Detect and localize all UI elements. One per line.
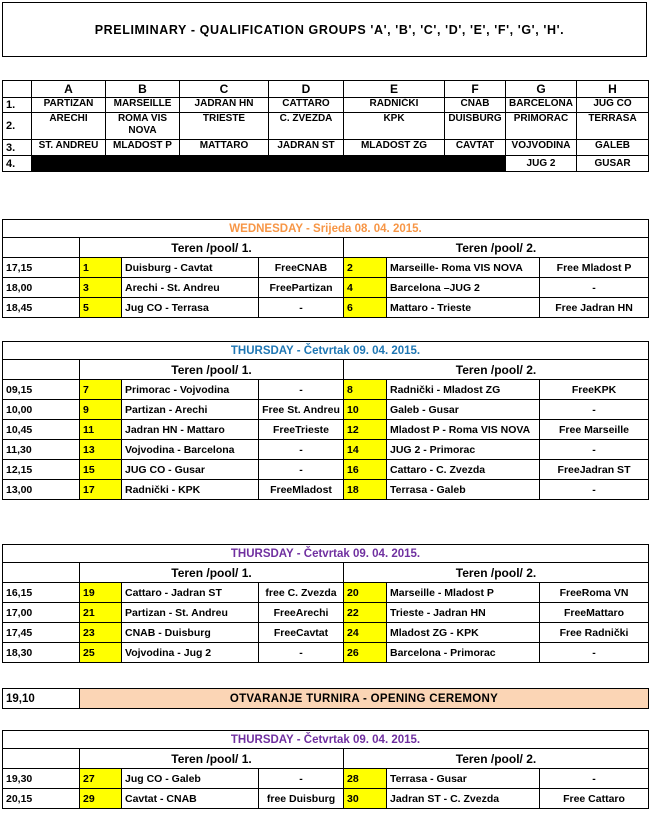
- match-number: 8: [344, 380, 387, 400]
- group-letter: F: [445, 81, 506, 98]
- day-header-row: [3, 545, 649, 563]
- match-teams: Terrasa - Gusar: [387, 769, 540, 789]
- groups-table: [2, 80, 649, 172]
- free-team: FreeKPK: [540, 380, 649, 400]
- free-team: -: [259, 298, 344, 318]
- free-team: -: [259, 380, 344, 400]
- free-team: Free Mladost P: [540, 258, 649, 278]
- free-team: -: [540, 440, 649, 460]
- match-number: 5: [80, 298, 122, 318]
- free-team: FreeCNAB: [259, 258, 344, 278]
- group-letter: D: [269, 81, 344, 98]
- match-teams: Terrasa - Galeb: [387, 480, 540, 500]
- group-team: MARSEILLE: [106, 98, 180, 113]
- ceremony-row: [3, 689, 649, 709]
- group-team: TRIESTE: [180, 113, 269, 140]
- match-teams: Radnički - KPK: [122, 480, 259, 500]
- day-header: [3, 545, 649, 563]
- free-team: free Duisburg: [259, 789, 344, 809]
- free-team: FreeTrieste: [259, 420, 344, 440]
- match-time: 11,30: [3, 440, 80, 460]
- group-letter: G: [506, 81, 577, 98]
- groups-row: [3, 140, 649, 156]
- day-header-row: [3, 220, 649, 238]
- groups-row: [3, 156, 649, 172]
- match-number: 24: [344, 623, 387, 643]
- free-team: -: [259, 769, 344, 789]
- match-number: 1: [80, 258, 122, 278]
- free-team: free C. Zvezda: [259, 583, 344, 603]
- group-team: JADRAN HN: [180, 98, 269, 113]
- match-teams: Galeb - Gusar: [387, 400, 540, 420]
- day-separator: -: [293, 344, 304, 357]
- match-number: 9: [80, 400, 122, 420]
- schedule-table: [2, 341, 649, 500]
- day-header-row: [3, 342, 649, 360]
- match-row: [3, 400, 649, 420]
- groups-row: [3, 113, 649, 140]
- free-team: -: [540, 480, 649, 500]
- group-letter: E: [344, 81, 445, 98]
- free-team: Free Marseille: [540, 420, 649, 440]
- match-row: [3, 643, 649, 663]
- group-team: MLADOST ZG: [344, 140, 445, 156]
- free-team: FreeJadran ST: [540, 460, 649, 480]
- match-row: [3, 769, 649, 789]
- day-date: Četvrtak 09. 04. 2015.: [303, 344, 421, 357]
- match-teams: Cattaro - C. Zvezda: [387, 460, 540, 480]
- day-name: THURSDAY: [230, 344, 294, 357]
- day-date: Srijeda 08. 04. 2015.: [313, 222, 422, 235]
- day-header-row: [3, 731, 649, 749]
- group-team: CNAB: [445, 98, 506, 113]
- pool-2-header: Teren /pool/ 2.: [344, 563, 649, 583]
- match-teams: Arechi - St. Andreu: [122, 278, 259, 298]
- match-teams: Jug CO - Galeb: [122, 769, 259, 789]
- match-teams: Marseille - Mladost P: [387, 583, 540, 603]
- match-row: [3, 258, 649, 278]
- day-separator: -: [302, 222, 314, 235]
- groups-corner: [3, 81, 32, 98]
- free-team: FreePartizan: [259, 278, 344, 298]
- match-teams: Barcelona - Primorac: [387, 643, 540, 663]
- match-number: 13: [80, 440, 122, 460]
- match-number: 22: [344, 603, 387, 623]
- group-team: TERRASA: [577, 113, 649, 140]
- ceremony-time: 19,10: [3, 689, 80, 709]
- day-header: [3, 220, 649, 238]
- match-teams: Marseille- Roma VIS NOVA: [387, 258, 540, 278]
- match-teams: Jadran HN - Mattaro: [122, 420, 259, 440]
- group-team: BARCELONA: [506, 98, 577, 113]
- match-number: 20: [344, 583, 387, 603]
- match-time: 10,00: [3, 400, 80, 420]
- match-time: 19,30: [3, 769, 80, 789]
- match-number: 17: [80, 480, 122, 500]
- match-teams: Partizan - St. Andreu: [122, 603, 259, 623]
- match-row: [3, 420, 649, 440]
- match-number: 2: [344, 258, 387, 278]
- day-name: THURSDAY: [230, 547, 294, 560]
- match-number: 3: [80, 278, 122, 298]
- group-row-number: 4.: [3, 156, 32, 172]
- page-title: PRELIMINARY - QUALIFICATION GROUPS 'A', 'B', 'C', 'D', 'E', 'F', 'G', 'H'.: [2, 2, 647, 57]
- pool-header-row: [3, 749, 649, 769]
- match-row: [3, 380, 649, 400]
- match-teams: Mladost ZG - KPK: [387, 623, 540, 643]
- free-team: -: [540, 400, 649, 420]
- group-row-number: 3.: [3, 140, 32, 156]
- match-row: [3, 583, 649, 603]
- match-number: 11: [80, 420, 122, 440]
- group-team: VOJVODINA: [506, 140, 577, 156]
- group-team: MATTARO: [180, 140, 269, 156]
- pool-header-row: [3, 563, 649, 583]
- group-team: KPK: [344, 113, 445, 140]
- pool-header-row: [3, 360, 649, 380]
- group-team: GUSAR: [577, 156, 649, 172]
- day-separator: -: [293, 733, 304, 746]
- match-number: 30: [344, 789, 387, 809]
- free-team: FreeCavtat: [259, 623, 344, 643]
- ceremony-table: [2, 688, 649, 709]
- free-team: -: [259, 440, 344, 460]
- groups-row: [3, 98, 649, 113]
- match-time: 18,45: [3, 298, 80, 318]
- group-letter: C: [180, 81, 269, 98]
- schedule-table: [2, 544, 649, 663]
- pool-corner: [3, 360, 80, 380]
- day-header: [3, 342, 649, 360]
- free-team: -: [540, 278, 649, 298]
- match-teams: Cavtat - CNAB: [122, 789, 259, 809]
- free-team: Free Jadran HN: [540, 298, 649, 318]
- day-date: Četvrtak 09. 04. 2015.: [303, 733, 421, 746]
- match-number: 21: [80, 603, 122, 623]
- match-number: 27: [80, 769, 122, 789]
- free-team: Free St. Andreu: [259, 400, 344, 420]
- day-date: Četvrtak 09. 04. 2015.: [303, 547, 421, 560]
- group-team: DUISBURG: [445, 113, 506, 140]
- free-team: -: [259, 643, 344, 663]
- match-number: 26: [344, 643, 387, 663]
- match-time: 10,45: [3, 420, 80, 440]
- free-team: FreeMladost: [259, 480, 344, 500]
- free-team: -: [540, 643, 649, 663]
- blacked-out-cell: [32, 156, 506, 172]
- group-letter: B: [106, 81, 180, 98]
- match-teams: Primorac - Vojvodina: [122, 380, 259, 400]
- match-time: 13,00: [3, 480, 80, 500]
- match-time: 18,30: [3, 643, 80, 663]
- match-time: 17,15: [3, 258, 80, 278]
- day-header: [3, 731, 649, 749]
- group-team: MLADOST P: [106, 140, 180, 156]
- match-time: 17,00: [3, 603, 80, 623]
- match-time: 18,00: [3, 278, 80, 298]
- group-team: GALEB: [577, 140, 649, 156]
- pool-1-header: Teren /pool/ 1.: [80, 360, 344, 380]
- group-team: JADRAN ST: [269, 140, 344, 156]
- day-name: WEDNESDAY: [229, 222, 303, 235]
- free-team: FreeArechi: [259, 603, 344, 623]
- group-team: RADNIČKI: [344, 98, 445, 113]
- group-team: CAVTAT: [445, 140, 506, 156]
- match-row: [3, 440, 649, 460]
- match-time: 12,15: [3, 460, 80, 480]
- pool-1-header: Teren /pool/ 1.: [80, 563, 344, 583]
- match-number: 18: [344, 480, 387, 500]
- match-time: 17,45: [3, 623, 80, 643]
- group-team: JUG 2: [506, 156, 577, 172]
- match-number: 29: [80, 789, 122, 809]
- match-number: 6: [344, 298, 387, 318]
- group-row-number: 2.: [3, 113, 32, 140]
- pool-header-row: [3, 238, 649, 258]
- match-teams: Vojvodina - Jug 2: [122, 643, 259, 663]
- groups-header-row: [3, 81, 649, 98]
- match-teams: CNAB - Duisburg: [122, 623, 259, 643]
- match-number: 25: [80, 643, 122, 663]
- match-number: 14: [344, 440, 387, 460]
- match-number: 19: [80, 583, 122, 603]
- match-teams: Jadran ST - C. Zvezda: [387, 789, 540, 809]
- match-time: 16,15: [3, 583, 80, 603]
- pool-corner: [3, 238, 80, 258]
- match-number: 7: [80, 380, 122, 400]
- match-number: 16: [344, 460, 387, 480]
- match-teams: Barcelona –JUG 2: [387, 278, 540, 298]
- match-number: 12: [344, 420, 387, 440]
- group-team: PARTIZAN: [32, 98, 106, 113]
- free-team: FreeRoma VN: [540, 583, 649, 603]
- match-teams: Vojvodina - Barcelona: [122, 440, 259, 460]
- match-row: [3, 298, 649, 318]
- match-row: [3, 480, 649, 500]
- pool-2-header: Teren /pool/ 2.: [344, 238, 649, 258]
- match-number: 23: [80, 623, 122, 643]
- match-time: 09,15: [3, 380, 80, 400]
- free-team: FreeMattaro: [540, 603, 649, 623]
- ceremony-title: OTVARANJE TURNIRA - OPENING CEREMONY: [80, 689, 649, 709]
- group-letter: A: [32, 81, 106, 98]
- match-teams: Mattaro - Trieste: [387, 298, 540, 318]
- free-team: Free Radnički: [540, 623, 649, 643]
- pool-corner: [3, 749, 80, 769]
- match-number: 10: [344, 400, 387, 420]
- free-team: -: [259, 460, 344, 480]
- match-row: [3, 460, 649, 480]
- group-team: C. ZVEZDA: [269, 113, 344, 140]
- pool-corner: [3, 563, 80, 583]
- free-team: -: [540, 769, 649, 789]
- schedule-table: [2, 730, 649, 809]
- group-team: ARECHI: [32, 113, 106, 140]
- match-teams: JUG 2 - Primorac: [387, 440, 540, 460]
- group-letter: H: [577, 81, 649, 98]
- group-team: JUG CO: [577, 98, 649, 113]
- match-teams: Partizan - Arechi: [122, 400, 259, 420]
- match-row: [3, 278, 649, 298]
- match-teams: JUG CO - Gusar: [122, 460, 259, 480]
- free-team: Free Cattaro: [540, 789, 649, 809]
- pool-1-header: Teren /pool/ 1.: [80, 749, 344, 769]
- match-number: 4: [344, 278, 387, 298]
- group-team: ST. ANDREU: [32, 140, 106, 156]
- schedule-table: [2, 219, 649, 318]
- group-team: ROMA VIS NOVA: [106, 113, 180, 140]
- match-time: 20,15: [3, 789, 80, 809]
- match-number: 15: [80, 460, 122, 480]
- match-teams: Mladost P - Roma VIS NOVA: [387, 420, 540, 440]
- group-team: PRIMORAC: [506, 113, 577, 140]
- pool-1-header: Teren /pool/ 1.: [80, 238, 344, 258]
- day-separator: -: [293, 547, 304, 560]
- match-row: [3, 603, 649, 623]
- match-number: 28: [344, 769, 387, 789]
- pool-2-header: Teren /pool/ 2.: [344, 360, 649, 380]
- day-name: THURSDAY: [230, 733, 294, 746]
- group-team: CATTARO: [269, 98, 344, 113]
- pool-2-header: Teren /pool/ 2.: [344, 749, 649, 769]
- match-row: [3, 623, 649, 643]
- match-teams: Cattaro - Jadran ST: [122, 583, 259, 603]
- match-teams: Duisburg - Cavtat: [122, 258, 259, 278]
- match-teams: Jug CO - Terrasa: [122, 298, 259, 318]
- match-teams: Trieste - Jadran HN: [387, 603, 540, 623]
- match-teams: Radnički - Mladost ZG: [387, 380, 540, 400]
- match-row: [3, 789, 649, 809]
- group-row-number: 1.: [3, 98, 32, 113]
